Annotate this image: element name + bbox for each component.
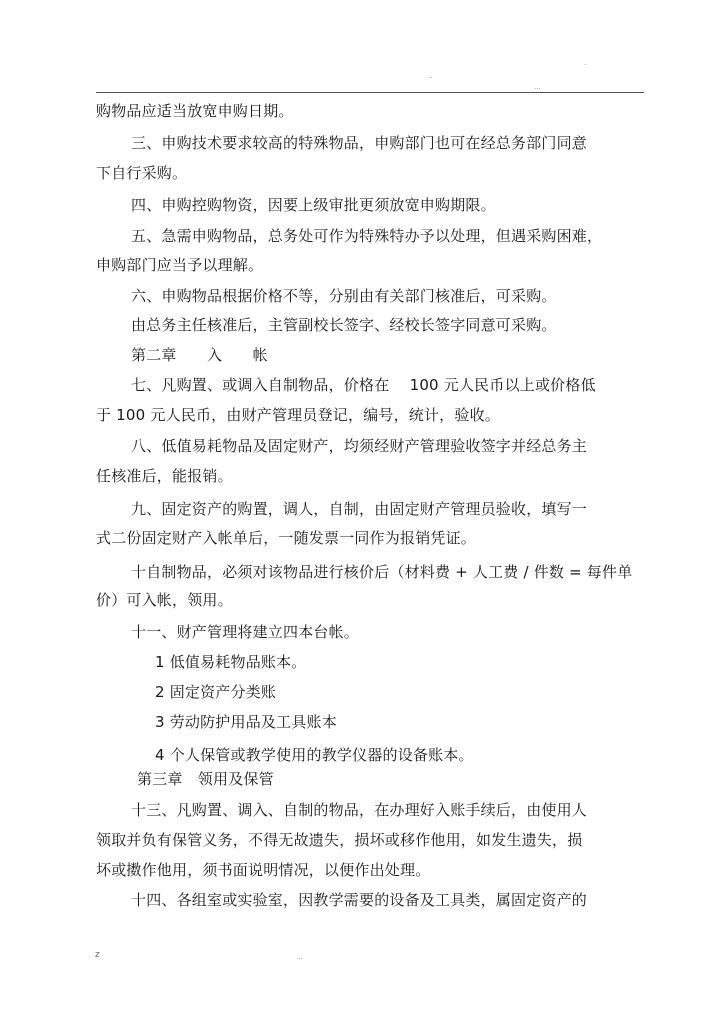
body-line: 申购部门应当予以理解。 — [96, 256, 264, 274]
body-line: 十一、财产管理将建立四本台帐。 — [131, 623, 360, 641]
body-line: 三、申购技术要求较高的特殊物品，申购部门也可在经总务部门同意 — [131, 134, 588, 152]
list-item: 3 劳动防护用品及工具账本 — [155, 713, 337, 731]
list-item: 2 固定资产分类账 — [155, 683, 277, 701]
list-item: 4 个人保管或教学使用的教学仪器的设备账本。 — [155, 746, 474, 764]
list-item: 1 低值易耗物品账本。 — [155, 653, 307, 671]
footer-center-mark: .. — [298, 953, 303, 961]
body-line: 八、低值易耗物品及固定财产，均须经财产管理验收签字并经总务主 — [131, 437, 588, 455]
footer-left-mark: z — [95, 950, 100, 960]
body-line: 价）可入帐，领用。 — [96, 591, 233, 609]
body-line: 十三、凡购置、调入、自制的物品，在办理好入账手续后，由使用人 — [131, 801, 588, 819]
body-line: 七、凡购置、或调入自制物品，价格在 100 元人民币以上或价格低 — [131, 376, 596, 394]
body-line: 购物品应适当放宽申购日期。 — [96, 102, 294, 120]
body-line: 于 100 元人民币，由财产管理员登记，编号，统计，验收。 — [96, 406, 500, 424]
header-mark-right: . — [584, 59, 587, 67]
body-line: 四、申购控购物资，因要上级审批更须放宽申购期限。 — [131, 196, 496, 214]
body-line: 下自行采购。 — [96, 164, 188, 182]
body-line: 九、固定资产的购置，调人，自制，由固定财产管理员验收，填写一 — [131, 500, 588, 518]
body-line: 十四、各组室或实验室，因教学需要的设备及工具类，属固定资产的 — [131, 891, 588, 909]
chapter-heading: 第二章 入 帐 — [131, 346, 268, 364]
body-line: 五、急需申购物品，总务处可作为特殊特办予以处理，但遇采购困难， — [131, 227, 603, 245]
body-line: 任核准后，能报销。 — [96, 467, 233, 485]
chapter-heading: 第三章 领用及保管 — [137, 770, 274, 788]
body-line: 领取并负有保管义务，不得无故遗失，损坏或移作他用，如发生遗失，损 — [96, 831, 583, 849]
body-line: 由总务主任核准后，主管副校长签字、经校长签字同意可采购。 — [131, 316, 557, 334]
body-line: 式二份固定财产入帐单后，一随发票一同作为报销凭证。 — [96, 529, 477, 547]
header-mark-left: .. — [428, 72, 433, 80]
body-line: 坏或擞作他用，须书面说明情况，以便作出处理。 — [96, 861, 431, 879]
body-line: 六、申购物品根据价格不等，分别由有关部门核准后，可采购。 — [131, 287, 557, 305]
body-line: 十自制物品，必须对该物品进行核价后（材料费 + 人工费 / 件数 = 每件单 — [131, 563, 633, 581]
header-rule — [96, 92, 644, 93]
header-mark-center: ... — [534, 83, 541, 91]
